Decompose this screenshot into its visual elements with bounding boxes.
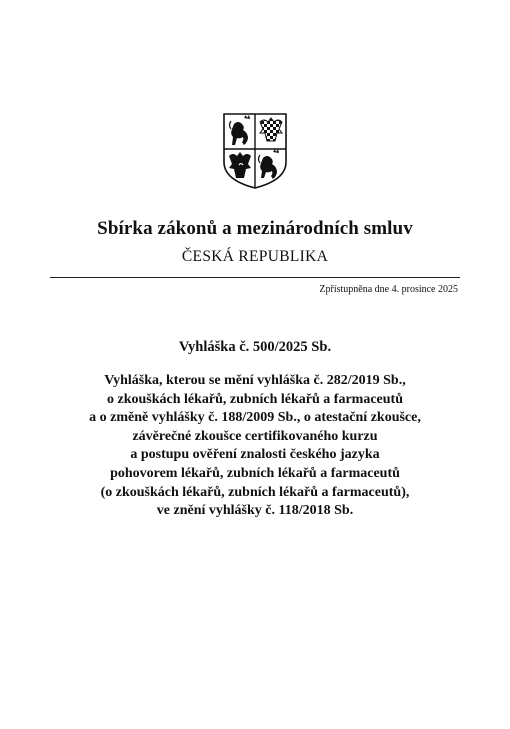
collection-title: Sbírka zákonů a mezinárodních smluv bbox=[97, 218, 413, 239]
decree-title-line: závěrečné zkoušce certifikovaného kurzu bbox=[132, 428, 378, 444]
decree-title-line: Vyhláška, kterou se mění vyhláška č. 282/2019 Sb., bbox=[104, 373, 406, 388]
decree-title bbox=[40, 372, 470, 521]
decree-title-line: pohovorem lékařů, zubních lékařů a farmaceutů bbox=[110, 465, 400, 481]
decree-title-line: o zkouškách lékařů, zubních lékařů a farmaceutů bbox=[107, 391, 403, 407]
country-name: ČESKÁ REPUBLIKA bbox=[181, 248, 329, 265]
decree-title-line: (o zkouškách lékařů, zubních lékařů a farmaceutů), bbox=[100, 484, 410, 500]
publication-date: Zpřístupněna dne 4. prosince 2025 bbox=[319, 284, 458, 295]
coat-of-arms-icon bbox=[222, 112, 288, 190]
header-divider bbox=[50, 277, 460, 278]
decree-title-line: a postupu ověření znalosti českého jazyka bbox=[130, 447, 380, 463]
decree-title-line: a o změně vyhlášky č. 188/2009 Sb., o atestační zkoušce, bbox=[89, 410, 421, 426]
decree-number: Vyhláška č. 500/2025 Sb. bbox=[178, 339, 332, 355]
decree-title-line: ve znění vyhlášky č. 118/2018 Sb. bbox=[156, 503, 354, 519]
